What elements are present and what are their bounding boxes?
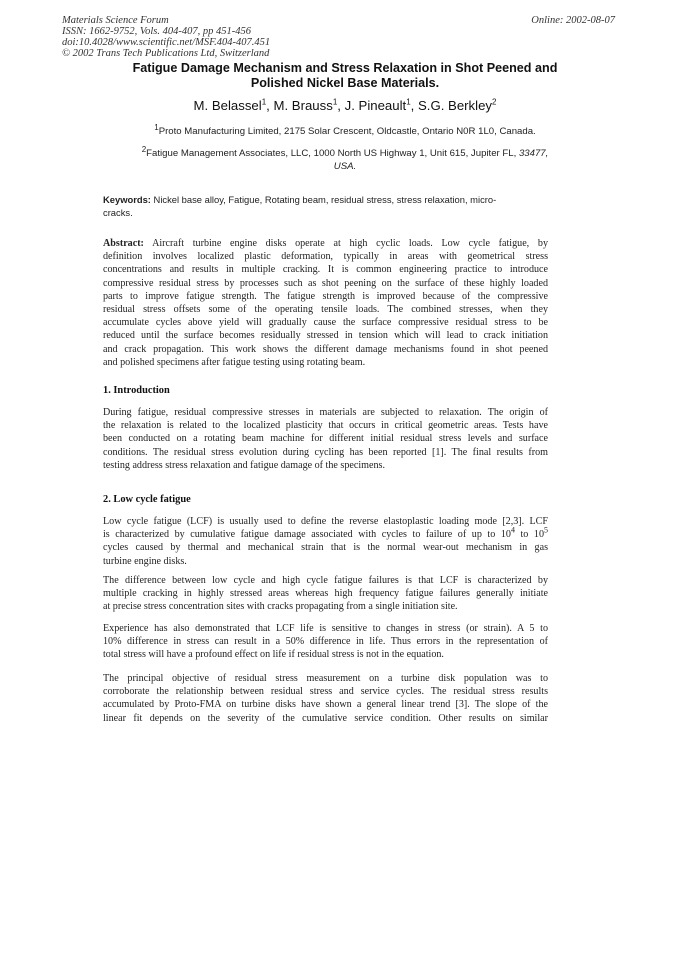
body-line: turbine engine disks.: [103, 555, 187, 567]
affil-mark: 1: [154, 122, 159, 132]
affiliation-1: [90, 122, 600, 138]
section-heading-low-cycle-fatigue: 2. Low cycle fatigue: [103, 494, 191, 505]
body-line: linear fit depends on the severity of the cumulative service condition. Other results on similar: [103, 712, 548, 724]
abstract: [103, 237, 548, 369]
journal-issn: ISSN: 1662-9752, Vols. 404-407, pp 451-456: [62, 26, 251, 37]
body-line: is characterized by cumulative fatigue damage associated with cycles to failure of up to 10: [103, 529, 511, 541]
abstract-line: parts to improve fatigue strength. The fatigue strength is improved because of the compressive: [103, 290, 548, 302]
body-line: been conducted on a rotating beam machine for different initial residual stress levels and surface: [103, 433, 548, 445]
affil-country: USA.: [333, 161, 357, 172]
journal-header: [62, 15, 270, 59]
keywords-text: Nickel base alloy, Fatigue, Rotating beam, residual stress, stress relaxation, micro-: [150, 194, 497, 205]
body-line: 10% difference in stress can result in a 50% difference in life. Thus errors in the representation of: [103, 636, 548, 648]
author-affil-mark: 1: [261, 97, 267, 107]
lcf-paragraph-1: [103, 515, 548, 568]
affil-text: Proto Manufacturing Limited, 2175 Solar Crescent, Oldcastle, Ontario N0R 1L0, Canada.: [158, 126, 536, 137]
body-line: The difference between low cycle and high cycle fatigue failures is that LCF is characterized by: [103, 575, 548, 586]
journal-doi: doi:10.4028/www.scientific.net/MSF.404-407.451: [62, 37, 271, 48]
body-line: During fatigue, residual compressive stresses in materials are subjected to relaxation. The origin of: [103, 407, 548, 418]
author-list: M. Belassel$^1$, M. Brauss$^1$, J. Pineault$^1$, S.G. Berkley$^2$: [193, 97, 497, 113]
lcf-paragraph-2: [103, 574, 548, 614]
online-date: Online: 2002-08-07: [531, 15, 615, 26]
body-line: accumulated by Proto-FMA on turbine disks have shown a general linear trend [3]. The slope of the: [103, 699, 548, 711]
exponent: 4: [510, 525, 515, 535]
author-name: M. Belassel: [193, 98, 262, 113]
abstract-line: accumulate cycles above yield will gradually cause the surface compressive residual stress to be: [103, 317, 548, 329]
abstract-line: reduced until the surface becomes residually stressed in tension which will lead to crack initiation: [103, 330, 548, 342]
author-name: M. Brauss: [273, 98, 333, 113]
body-line: Experience has also demonstrated that LCF life is sensitive to changes in stress (or strain). A 5 to: [103, 623, 548, 634]
body-line: multiple cracking in highly stressed areas whereas high frequency fatigue failures generally initiate: [103, 588, 548, 600]
journal-copyright: © 2002 Trans Tech Publications Ltd, Switzerland: [62, 48, 270, 59]
lcf-paragraph-3: [103, 622, 548, 662]
exponent: 5: [544, 525, 548, 535]
body-line: conditions. The residual stress evolution during cycling has been reported [1]. The final results from: [103, 446, 548, 458]
body-line: to 10: [514, 529, 544, 541]
affil-zip: 33477,: [518, 148, 549, 159]
abstract-label: Abstract:: [103, 238, 144, 249]
author-name: S.G. Berkley: [417, 98, 493, 113]
body-line: The principal objective of residual stress measurement on a turbine disk population was to: [103, 673, 548, 684]
author-name: J. Pineault: [344, 98, 407, 113]
abstract-line: and polished specimens after fatigue testing using rotating beam.: [103, 356, 366, 368]
abstract-line: compressive residual stress by processes such as shot peening on the surface of these highly loaded: [103, 277, 548, 289]
body-line: at precise stress concentration sites with cracks propagating from a single initiation site.: [103, 601, 458, 613]
journal-name: Materials Science Forum: [62, 15, 169, 26]
body-line: total stress will have a profound effect on life if residual stress is not in the equation.: [103, 649, 444, 661]
introduction-paragraph: [103, 406, 548, 472]
section-heading-introduction: 1. Introduction: [103, 385, 170, 396]
body-line: Low cycle fatigue (LCF) is usually used to define the reverse elastoplastic loading mode [2,3]. LCF: [103, 516, 548, 527]
body-line: testing address stress relaxation and fatigue damage of the specimens.: [103, 459, 385, 471]
title-line-2: Polished Nickel Base Materials.: [250, 76, 440, 90]
lcf-paragraph-4: [103, 672, 548, 725]
abstract-line: Aircraft turbine engine disks operate at high cyclic loads. Low cycle fatigue, by: [143, 238, 548, 249]
author-affil-mark: 1: [332, 97, 338, 107]
affil-text: Fatigue Management Associates, LLC, 1000 North US Highway 1, Unit 615, Jupiter FL,: [146, 148, 519, 159]
keywords-label: Keywords:: [103, 194, 151, 205]
affil-mark: 2: [141, 144, 147, 154]
abstract-line: residual stress offsets some of the operating tensile loads. The combined stresses, when they: [103, 304, 548, 316]
abstract-line: concentrations and results in multiple cracking. It is common engineering practice to introduce: [103, 264, 548, 276]
abstract-line: definition involves localized plastic deformation, typically in areas with geometrical stress: [103, 251, 548, 263]
body-line: the relaxation is related to the localized plasticity that occurs in critical geometric areas. Tests have: [103, 420, 548, 432]
title-line-1: Fatigue Damage Mechanism and Stress Relaxation in Shot Peened and: [132, 61, 558, 75]
body-line: corroborate the relationship between residual stress and service cycles. The residual stress results: [103, 686, 548, 698]
keywords: [103, 193, 547, 219]
abstract-line: and crack propagation. This work shows the different damage mechanisms found in shot peened: [103, 343, 548, 355]
affiliation-2: [90, 144, 600, 173]
author-affil-mark: 1: [406, 97, 411, 107]
author-affil-mark: 2: [492, 97, 497, 107]
body-line: cycles caused by thermal and mechanical strain that is the normal wear-out mechanism in gas: [103, 542, 548, 554]
keywords-text-cont: cracks.: [103, 207, 133, 218]
paper-title: [90, 61, 600, 91]
